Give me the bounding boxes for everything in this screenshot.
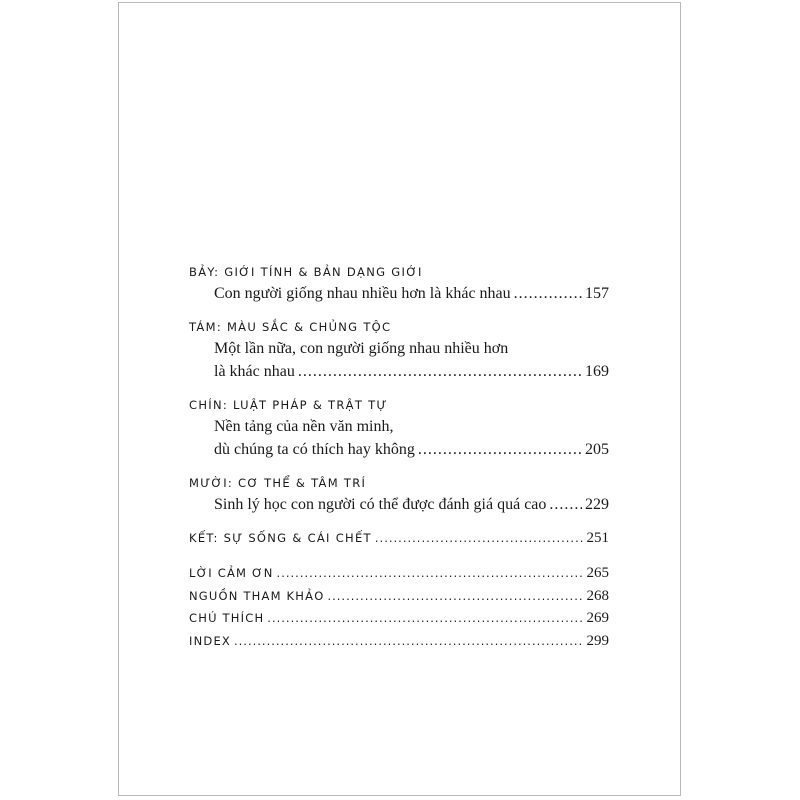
dot-leader xyxy=(234,630,584,653)
chapter-subtitle: Một lần nữa, con người giống nhau nhiều hơn xyxy=(214,340,509,357)
back-matter-title: NGUỒN THAM KHẢO xyxy=(189,588,325,603)
toc-chapter-7 xyxy=(189,262,609,305)
chapter-subtitle: Nền tảng của nền văn minh, xyxy=(214,418,394,435)
page-number: 205 xyxy=(585,441,609,458)
page-number: 299 xyxy=(586,632,609,649)
toc-notes xyxy=(189,607,609,630)
page-number: 251 xyxy=(586,530,609,546)
toc-index xyxy=(189,630,609,653)
dot-leader xyxy=(549,493,582,516)
toc-acknowledgements xyxy=(189,562,609,585)
page-number: 265 xyxy=(586,565,609,581)
chapter-heading xyxy=(189,473,609,493)
chapter-subtitle: Sinh lý học con người có thể được đánh giá quá cao xyxy=(214,496,547,513)
chapter-subtitle-line xyxy=(189,360,609,383)
toc-chapter-9 xyxy=(189,395,609,461)
conclusion-title: KẾT: SỰ SỐNG & CÁI CHẾT xyxy=(189,531,372,545)
chapter-title: CHÍN: LUẬT PHÁP & TRẬT TỰ xyxy=(189,398,388,412)
toc-references xyxy=(189,585,609,608)
chapter-subtitle-line xyxy=(189,337,609,360)
dot-leader xyxy=(514,282,582,305)
chapter-subtitle: Con người giống nhau nhiều hơn là khác nhau xyxy=(214,285,511,302)
back-matter-title: LỜI CẢM ƠN xyxy=(189,566,274,580)
dot-leader xyxy=(277,562,584,585)
page-number: 268 xyxy=(586,587,609,604)
chapter-subtitle: dù chúng ta có thích hay không xyxy=(214,441,415,458)
table-of-contents xyxy=(189,262,609,652)
chapter-title: MƯỜI: CƠ THỂ & TÂM TRÍ xyxy=(189,476,367,490)
chapter-heading xyxy=(189,317,609,337)
dot-leader xyxy=(298,360,582,383)
dot-leader xyxy=(267,607,583,630)
dot-leader xyxy=(375,528,584,548)
page-number: 169 xyxy=(585,363,609,380)
page-number: 157 xyxy=(585,285,609,302)
dot-leader xyxy=(418,438,582,461)
chapter-title: TÁM: MÀU SẮC & CHỦNG TỘC xyxy=(189,320,392,334)
chapter-subtitle-line xyxy=(189,438,609,461)
chapter-subtitle-line xyxy=(189,282,609,305)
chapter-subtitle-line xyxy=(189,415,609,438)
page-number: 269 xyxy=(586,610,609,626)
back-matter-title: INDEX xyxy=(189,633,231,648)
chapter-title: BẢY: GIỚI TÍNH & BẢN DẠNG GIỚI xyxy=(189,265,423,279)
toc-chapter-10 xyxy=(189,473,609,516)
chapter-heading xyxy=(189,262,609,282)
page-number: 229 xyxy=(585,496,609,513)
toc-chapter-8 xyxy=(189,317,609,383)
back-matter-title: CHÚ THÍCH xyxy=(189,611,265,625)
chapter-heading xyxy=(189,395,609,415)
dot-leader xyxy=(327,585,583,608)
chapter-subtitle-line xyxy=(189,493,609,516)
toc-conclusion xyxy=(189,528,609,548)
chapter-subtitle: là khác nhau xyxy=(214,363,295,380)
